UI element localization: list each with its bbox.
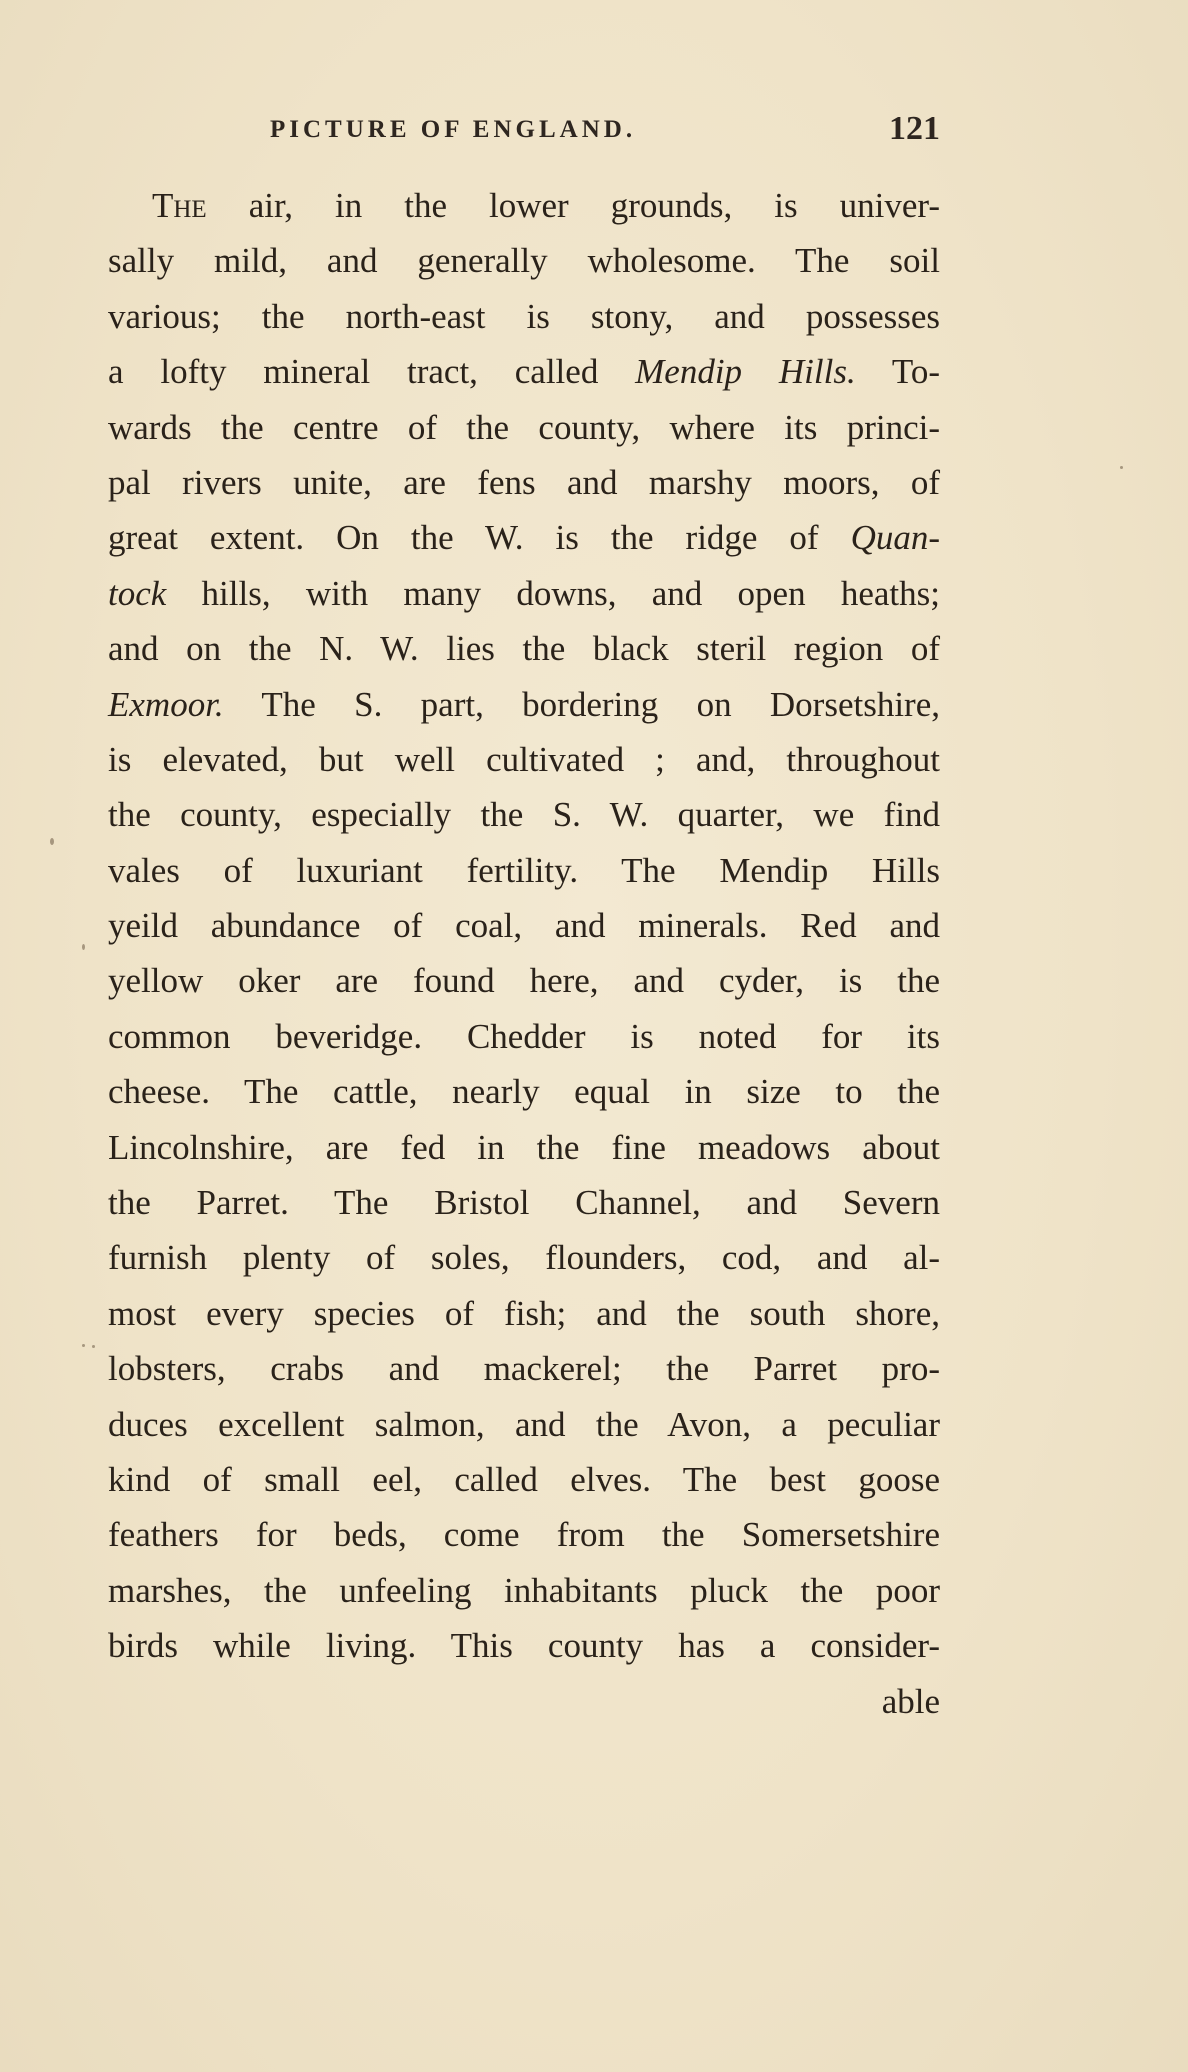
text-line: Lincolnshire, are fed in the fine meadows about <box>108 1127 940 1167</box>
text-line: common beveridge. Chedder is noted for its <box>108 1016 940 1056</box>
text-line: is elevated, but well cultivated ; and, throughout <box>108 739 940 779</box>
body-paragraph <box>108 178 940 1729</box>
text-line: vales of luxuriant fertility. The Mendip Hills <box>108 850 940 890</box>
text-line: feathers for beds, come from the Somersetshire <box>108 1515 940 1555</box>
ink-speck <box>82 1344 85 1347</box>
page-header <box>110 112 940 156</box>
opening-word: The <box>152 186 207 225</box>
italic-place-name: Exmoor. <box>108 684 224 724</box>
text-line: lobsters, crabs and mackerel; the Parret pro- <box>108 1349 940 1389</box>
ink-speck <box>1120 466 1123 469</box>
text-line: kind of small eel, called elves. The best goose <box>108 1459 940 1499</box>
italic-place-name: tock <box>108 573 167 613</box>
text-line: Exmoor. The S. part, bordering on Dorsetshire, <box>108 684 940 724</box>
ink-speck <box>82 944 85 950</box>
page-number: 121 <box>889 110 940 147</box>
italic-place-name: Mendip Hills. <box>635 352 856 392</box>
text-line: yellow oker are found here, and cyder, is the <box>108 961 940 1001</box>
text-line: the county, especially the S. W. quarter, we find <box>108 795 940 835</box>
ink-speck <box>92 1345 95 1348</box>
text-line: pal rivers unite, are fens and marshy moors, of <box>108 462 940 502</box>
italic-place-name: Quan- <box>850 518 940 558</box>
text-line: birds while living. This county has a consider- <box>108 1626 940 1666</box>
text-line: wards the centre of the county, where its princi- <box>108 407 940 447</box>
catchword: able <box>881 1681 940 1721</box>
text-line: a lofty mineral tract, called Mendip Hills. To- <box>108 352 940 392</box>
text-line: yeild abundance of coal, and minerals. Red and <box>108 906 940 946</box>
text-line: tock hills, with many downs, and open heaths; <box>108 573 940 613</box>
text-line: most every species of fish; and the south shore, <box>108 1293 940 1333</box>
ink-speck <box>50 838 54 845</box>
text-line: great extent. On the W. is the ridge of Quan- <box>108 518 940 558</box>
text-line: marshes, the unfeeling inhabitants pluck the poor <box>108 1570 940 1610</box>
text-line: the Parret. The Bristol Channel, and Severn <box>108 1183 940 1223</box>
text-line: furnish plenty of soles, flounders, cod, and al- <box>108 1238 940 1278</box>
text-line: cheese. The cattle, nearly equal in size to the <box>108 1072 940 1112</box>
text-line: sally mild, and generally wholesome. The soil <box>108 241 940 281</box>
running-head: PICTURE OF ENGLAND. <box>270 116 637 143</box>
text-line: duces excellent salmon, and the Avon, a peculiar <box>108 1404 940 1444</box>
text-line: The air, in the lower grounds, is univer- <box>152 186 940 225</box>
text-line: and on the N. W. lies the black steril region of <box>108 629 940 669</box>
text-line: various; the north-east is stony, and possesses <box>108 296 940 336</box>
